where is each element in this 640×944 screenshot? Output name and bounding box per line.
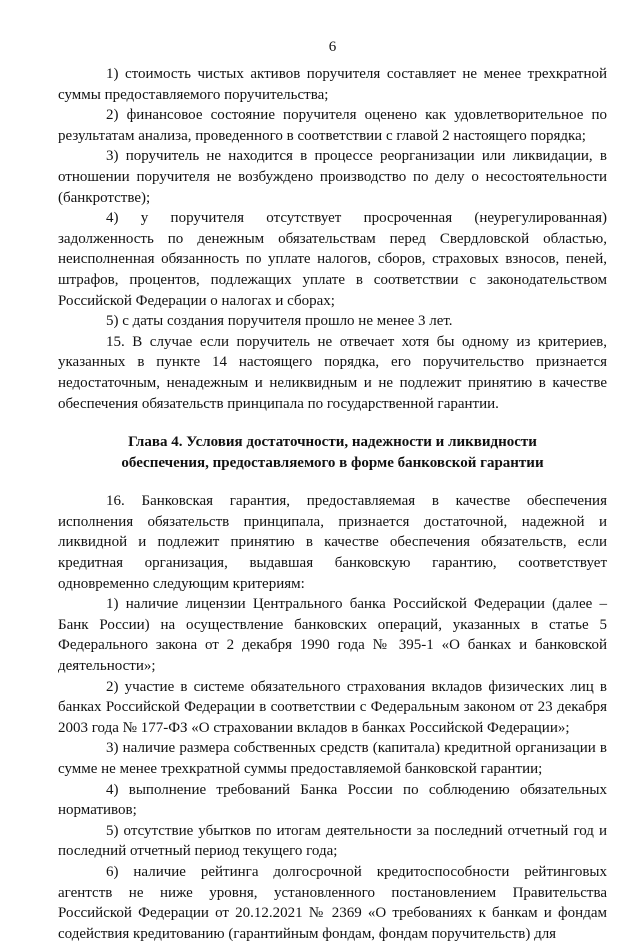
paragraph-bank-criterion-3: 3) наличие размера собственных средств (капитала) кредитной организации в сумме не менее трехкратной суммы предоставляемой банковской гарантии;: [58, 740, 607, 777]
paragraph-bank-criterion-5: 5) отсутствие убытков по итогам деятельности за последний отчетный год и последний отчетный период текущего года;: [58, 822, 607, 860]
paragraph-clause-15: 15. В случае если поручитель не отвечает хотя бы одному из критериев, указанных в пункте 14 настоящего порядка, его поручительство признается недостаточным, ненадежным и неликвидным и не подлежит принятию в качестве обеспечения обязательств принципала по государственной гарантии.: [58, 333, 607, 412]
paragraph-clause-16: 16. Банковская гарантия, предоставляемая в качестве обеспечения исполнения обязательств принципала, признается достаточной, надежной и ликвидной и подлежит принятию в качестве обеспечения обязательств, если кредитная организация, выдавшая банковскую гарантию, соответствует одновременно следующим критериям:: [58, 493, 607, 592]
paragraph-criterion-1: 1) стоимость чистых активов поручителя составляет не менее трехкратной суммы предоставляемого поручительства;: [58, 66, 607, 103]
document-page: [58, 38, 607, 944]
paragraph-criterion-2: 2) финансовое состояние поручителя оценено как удовлетворительное по результатам анализа, проведенного в соответствии с главой 2 настоящего порядка;: [58, 107, 607, 144]
chapter-heading-line-1: Глава 4. Условия достаточности, надежности и ликвидности: [128, 434, 537, 451]
chapter-heading-line-2: обеспечения, предоставляемого в форме банковской гарантии: [121, 454, 544, 471]
page-number: 6: [328, 39, 337, 55]
paragraph-bank-criterion-1: 1) наличие лицензии Центрального банка Российской Федерации (далее – Банк России) на осуществление банковских операций, указанных в статье 5 Федерального закона от 2 декабря 1990 года № 395-1 «О банках и банковской деятельности»;: [58, 596, 607, 675]
paragraph-bank-criterion-4: 4) выполнение требований Банка России по соблюдению обязательных нормативов;: [58, 781, 607, 819]
paragraph-criterion-3: 3) поручитель не находится в процессе реорганизации или ликвидации, в отношении поручителя не возбуждено производство по делу о несостоятельности (банкротстве);: [58, 148, 607, 206]
paragraph-criterion-4: 4) у поручителя отсутствует просроченная (неурегулированная) задолженность по денежным обязательствам перед Свердловской областью, неисполненная обязанность по уплате налогов, сборов, страховых взносов, пеней, штрафов, процентов, подлежащих уплате в соответствии с законодательством Российской Федерации о налогах и сборах;: [58, 210, 607, 309]
paragraph-bank-criterion-6: 6) наличие рейтинга долгосрочной кредитоспособности рейтинговых агентств не ниже уровня, установленного постановлением Правительства Российской Федерации от 20.12.2021 № 2369 «О требованиях к банкам и фондам содействия кредитованию (гарантийным фондам, фондам поручительств) для: [58, 863, 607, 942]
chapter-heading: [58, 432, 607, 473]
paragraph-bank-criterion-2: 2) участие в системе обязательного страхования вкладов физических лиц в банках Российской Федерации в соответствии с Федеральным законом от 23 декабря 2003 года № 177-ФЗ «О страховании вкладов в банках Российской Федерации»;: [58, 678, 607, 736]
paragraph-criterion-5: 5) с даты создания поручителя прошло не менее 3 лет.: [106, 313, 453, 330]
